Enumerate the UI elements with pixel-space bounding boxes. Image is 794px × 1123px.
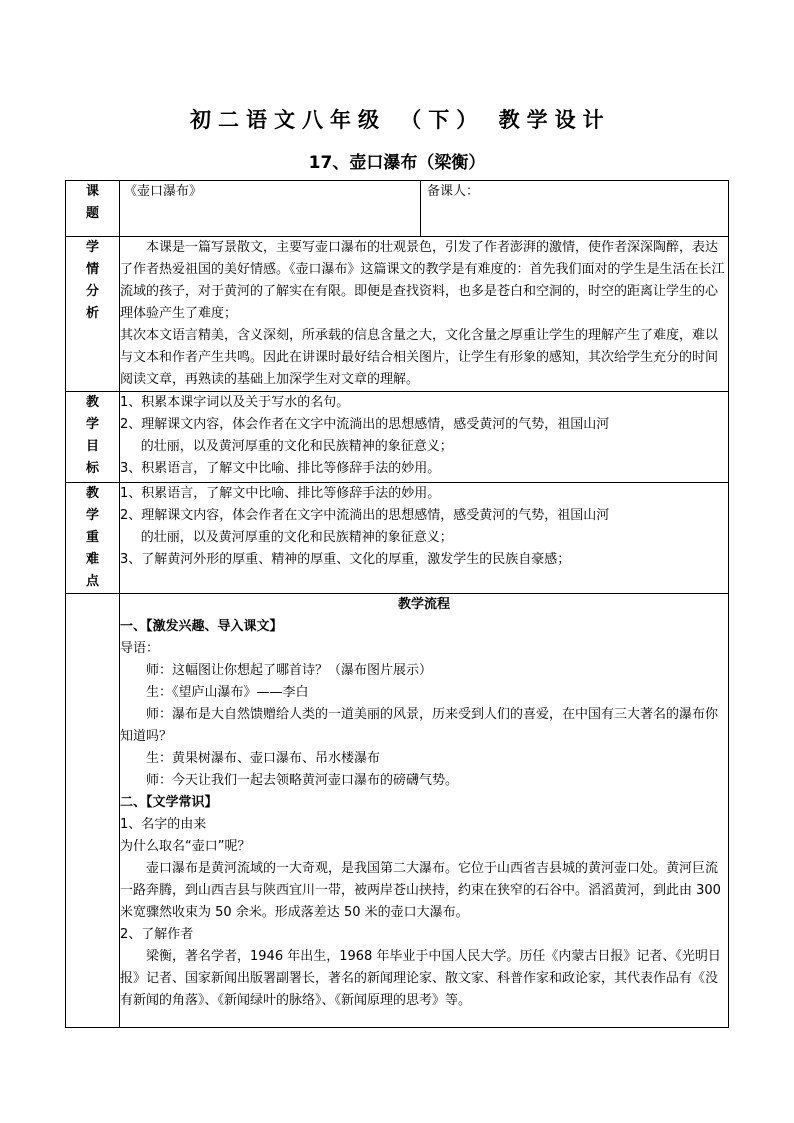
row-analysis-label: 学 情 分 析 [66, 237, 120, 392]
row-title [66, 181, 729, 237]
key-item: 1、积累语言，了解文中比喻、排比等修辞手法的妙用。 [120, 486, 441, 501]
section-heading: 二、【文学常识】 [120, 795, 218, 810]
lesson-title: 17、壶口瀑布（梁衡） [308, 153, 486, 173]
dialog-line: 师：这幅图让你想起了哪首诗？（瀑布图片展示） [146, 663, 433, 678]
row-goals-label: 教 学 目 标 [66, 392, 120, 483]
dialog-line: 生：《望庐山瀑布》——李白 [146, 685, 309, 700]
key-item: 2、理解课文内容，体会作者在文字中流淌出的思想感情，感受黄河的气势，祖国山河 的壮丽，以及黄河厚重的文化和民族精神的象征意义； [120, 508, 610, 545]
row-title-label: 课 题 [66, 181, 120, 237]
lead-label: 导语： [120, 641, 160, 656]
question-line: 为什么取名“壶口”呢？ [120, 839, 251, 854]
row-analysis-content [120, 237, 729, 392]
row-title-content [120, 181, 729, 237]
analysis-paragraph: 其次本文语言精美，含义深刻，所承载的信息含量之大，文化含量之厚重让学生的理解产生了难度，难以与文本和作者产生共鸣。因此在讲课时最好结合相关图片，让学生有形象的感知，其次给学生充分的时间阅读文章，再熟读的基础上加深学生对文章的理解。 [120, 328, 719, 387]
goal-item: 1、积累本课字词以及关于写水的名句。 [120, 395, 350, 410]
lesson-plan-table [65, 180, 729, 1028]
subsection-heading: 2、了解作者 [120, 927, 194, 942]
row-flow-label [66, 594, 120, 1028]
lesson-name: 《壶口瀑布》 [120, 181, 421, 236]
row-goals-content [120, 392, 729, 483]
row-key-label: 教 学 重 难 点 [66, 483, 120, 594]
row-key-content [120, 483, 729, 594]
row-goals [66, 392, 729, 483]
goal-item: 2、理解课文内容，体会作者在文字中流淌出的思想感情，感受黄河的气势，祖国山河 的壮丽，以及黄河厚重的文化和民族精神的象征意义； [120, 417, 610, 454]
flow-heading: 教学流程 [397, 597, 450, 612]
row-analysis [66, 237, 729, 392]
section-heading: 一、【激发兴趣、导入课文】 [120, 619, 283, 634]
row-key-points [66, 483, 729, 594]
author-intro: 梁衡，著名学者，1946 年出生，1968 年毕业于中国人民大学。历任《内蒙古日报》记者、《光明日报》记者、国家新闻出版署副署长，著名的新闻理论家、散文家、科普作家和政论家，其代表作品有《没有新闻的角落》、《新闻绿叶的脉络》、《新闻原理的思考》等。 [120, 949, 721, 1008]
row-flow [66, 594, 729, 1028]
dialog-line: 生：黄果树瀑布、壶口瀑布、吊水楼瀑布 [146, 751, 381, 766]
goal-item: 3、积累语言，了解文中比喻、排比等修辞手法的妙用。 [120, 461, 441, 476]
row-flow-content [120, 594, 729, 1028]
preparer-label: 备课人： [427, 184, 480, 199]
dialog-line: 师：今天让我们一起去领略黄河壶口瀑布的磅礴气势。 [146, 773, 459, 788]
waterfall-intro: 壶口瀑布是黄河流域的一大奇观，是我国第二大瀑布。它位于山西省吉县城的黄河壶口处。黄河巨流一路奔腾，到山西吉县与陕西宜川一带，被两岸苍山挟持，约束在狭窄的石谷中。滔滔黄河，到此由 300 米宽骤然收束为 50 余米。形成落差达 50 米的壶口大瀑布。 [120, 861, 721, 920]
dialog-line: 师：瀑布是大自然馈赠给人类的一道美丽的风景，历来受到人们的喜爱，在中国有三大著名的瀑布你知道吗？ [120, 707, 719, 744]
key-item: 3、了解黄河外形的厚重、精神的厚重、文化的厚重，激发学生的民族自豪感； [120, 552, 571, 567]
document-title: 初二语文八年级 （下） 教学设计 [190, 108, 611, 132]
analysis-paragraph: 本课是一篇写景散文，主要写壶口瀑布的壮观景色，引发了作者澎湃的激情，使作者深深陶醉，表达了作者热爱祖国的美好情感。《壶口瀑布》这篇课文的教学是有难度的：首先我们面对的学生是生活在长江流域的孩子，对于黄河的了解实在有限。即便是查找资料，也多是苍白和空洞的，时空的距离让学生的心理体验产生了难度； [120, 240, 725, 321]
subsection-heading: 1、名字的由来 [120, 817, 207, 832]
